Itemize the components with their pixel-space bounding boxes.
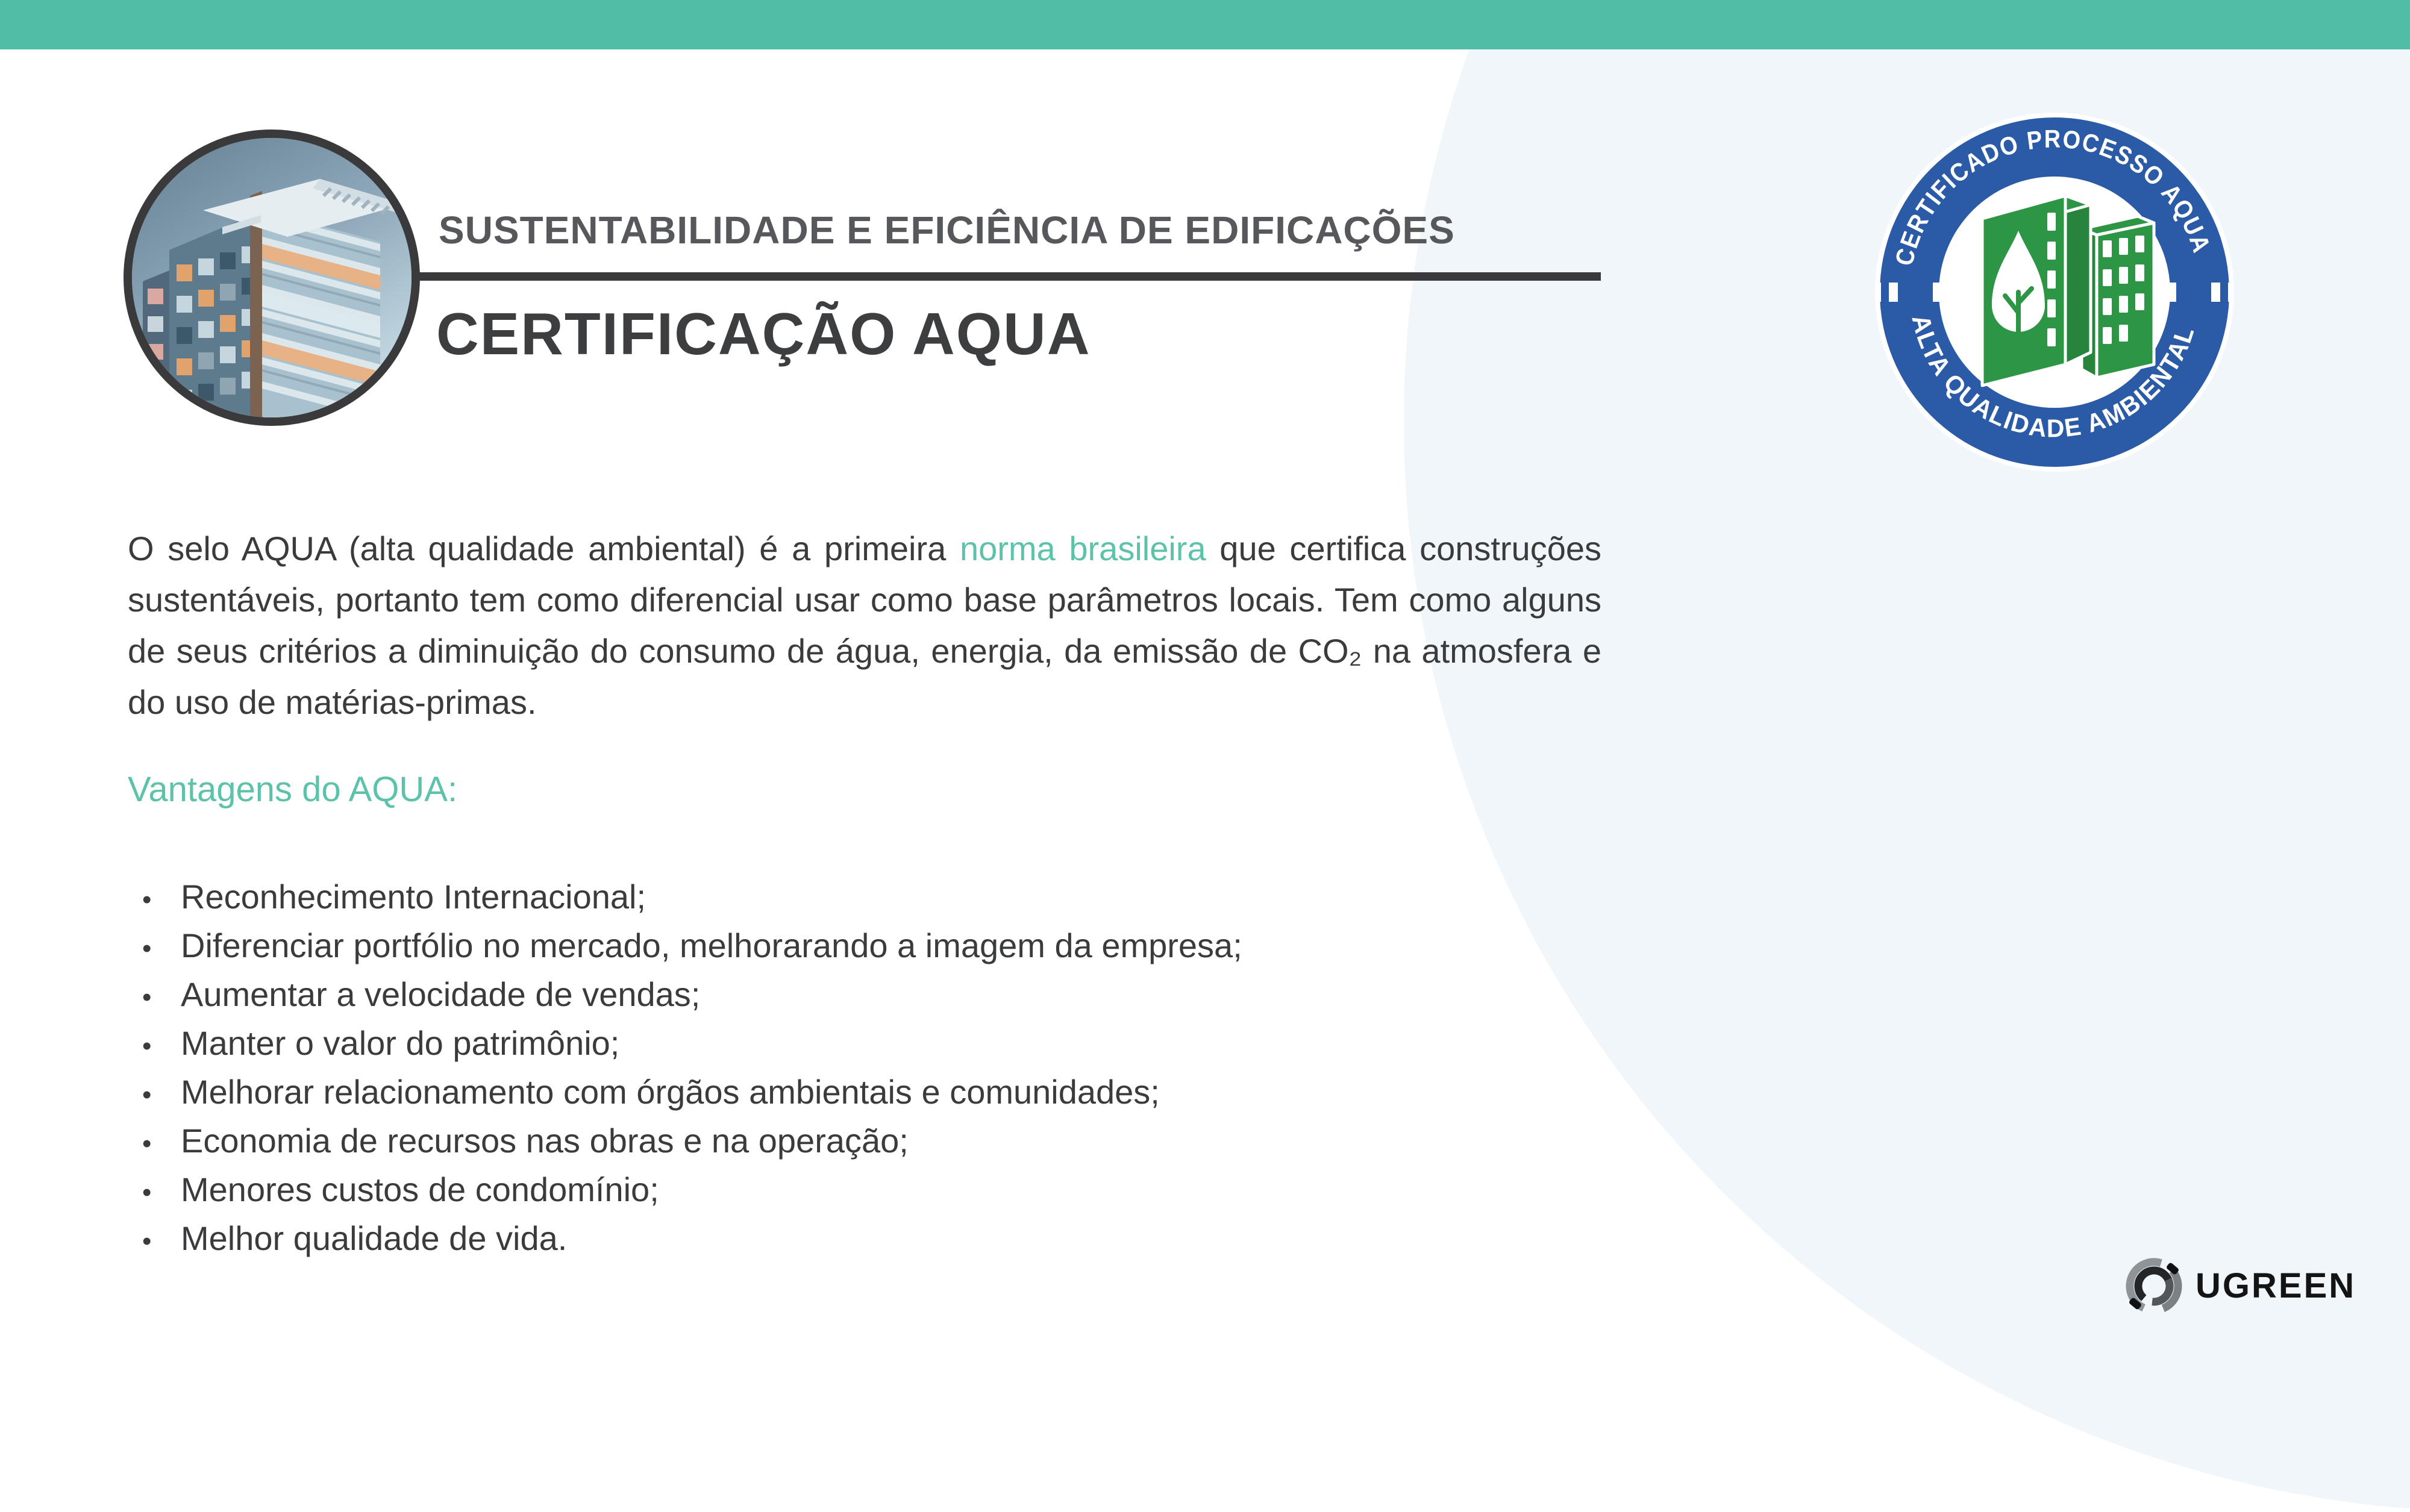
list-item-label: Diferenciar portfólio no mercado, melhorarando a imagem da empresa; bbox=[181, 926, 1242, 964]
ugreen-logo-icon bbox=[2121, 1253, 2187, 1319]
seal-bottom-text: ALTA QUALIDADE AMBIENTAL bbox=[1906, 311, 2200, 443]
list-item bbox=[142, 1214, 1242, 1263]
list-item-label: Manter o valor do patrimônio; bbox=[181, 1024, 620, 1062]
paragraph-text-after: que certifica construções sustentáveis, portanto tem como diferencial usar como base parâmetros locais. Tem como alguns de seus critérios a diminuição do consumo de água, energia, da emissão de CO₂ na atmosfera e do uso de matérias-primas. bbox=[128, 530, 1601, 721]
list-item bbox=[142, 970, 1242, 1019]
bullet-icon: • bbox=[142, 982, 152, 1012]
bullet-icon: • bbox=[142, 885, 152, 914]
list-item-label: Melhor qualidade de vida. bbox=[181, 1219, 568, 1257]
bullet-icon: • bbox=[142, 1080, 152, 1110]
header-divider bbox=[269, 272, 1601, 281]
bullet-icon: • bbox=[142, 1226, 152, 1256]
norma-brasileira-link[interactable]: norma brasileira bbox=[959, 530, 1206, 567]
building-photo bbox=[124, 130, 420, 426]
list-item bbox=[142, 1067, 1242, 1116]
bullet-icon: • bbox=[142, 1129, 152, 1158]
ugreen-logo-text: UGREEN bbox=[2196, 1266, 2356, 1305]
bullet-icon: • bbox=[142, 1178, 152, 1207]
list-item-label: Aumentar a velocidade de vendas; bbox=[181, 975, 701, 1013]
list-item bbox=[142, 1019, 1242, 1067]
list-item-label: Reconhecimento Internacional; bbox=[181, 878, 646, 916]
list-item bbox=[142, 1165, 1242, 1214]
bullet-icon: • bbox=[142, 934, 152, 963]
building-illustration bbox=[132, 138, 412, 417]
list-item-label: Menores custos de condomínio; bbox=[181, 1170, 659, 1208]
ugreen-logo bbox=[2121, 1253, 2356, 1319]
list-item bbox=[142, 921, 1242, 970]
advantages-heading: Vantagens do AQUA: bbox=[128, 770, 458, 809]
intro-paragraph bbox=[128, 523, 1601, 728]
list-item bbox=[142, 872, 1242, 921]
advantages-list bbox=[142, 872, 1242, 1263]
list-item-label: Melhorar relacionamento com órgãos ambientais e comunidades; bbox=[181, 1073, 1160, 1111]
page-title: CERTIFICAÇÃO AQUA bbox=[436, 301, 1091, 367]
list-item-label: Economia de recursos nas obras e na operação; bbox=[181, 1122, 909, 1160]
list-item bbox=[142, 1116, 1242, 1165]
section-kicker: SUSTENTABILIDADE E EFICIÊNCIA DE EDIFICAÇÕES bbox=[439, 208, 1455, 252]
accent-bar bbox=[0, 0, 2410, 49]
bullet-icon: • bbox=[142, 1031, 152, 1061]
paragraph-text-before: O selo AQUA (alta qualidade ambiental) é a primeira bbox=[128, 530, 960, 567]
aqua-certification-seal bbox=[1874, 111, 2235, 473]
seal-top-text: CERTIFICADO PROCESSO AQUA bbox=[1889, 124, 2217, 269]
